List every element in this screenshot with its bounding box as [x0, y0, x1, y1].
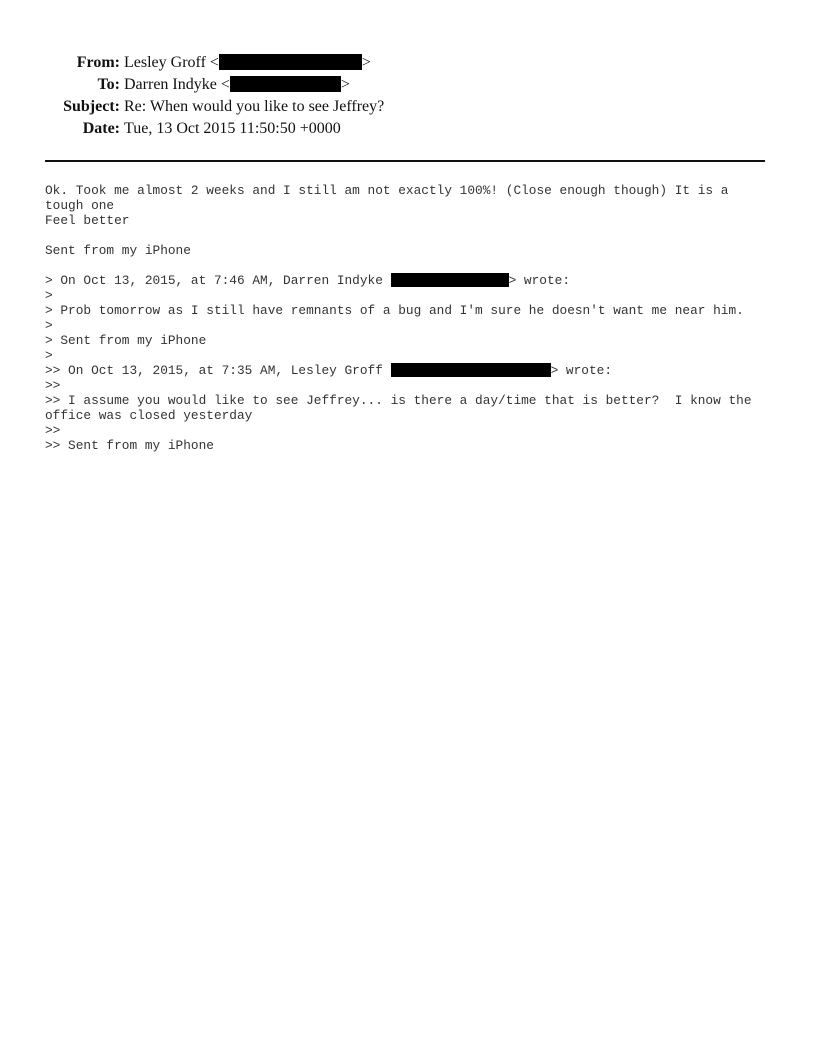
body-line: Ok. Took me almost 2 weeks and I still am not exactly 100%! (Close enough though) It is a tough one: [45, 183, 737, 213]
date-value: Tue, 13 Oct 2015 11:50:50 +0000: [124, 120, 341, 137]
quote-line: >>: [45, 423, 61, 438]
email-body: [45, 183, 770, 453]
quote-line: >> Sent from my iPhone: [45, 438, 214, 453]
quote-line: >: [45, 348, 53, 363]
signature-line: Sent from my iPhone: [45, 243, 191, 258]
blank-line: [45, 258, 770, 273]
quote-header-line: [45, 273, 770, 288]
quote-line: >: [45, 318, 53, 333]
quote-line: >> I assume you would like to see Jeffrey... is there a day/time that is better? I know the office was closed yesterday: [45, 393, 760, 423]
quote-header-prefix: > On Oct 13, 2015, at 7:46 AM, Darren Indyke: [45, 273, 391, 288]
quote-line: > Sent from my iPhone: [45, 333, 207, 348]
quote-header-suffix: > wrote:: [508, 273, 571, 288]
quote-line: >: [45, 288, 53, 303]
from-label: From:: [76, 54, 120, 71]
from-value: [124, 52, 371, 74]
from-close: >: [361, 54, 371, 71]
to-name: Darren Indyke <: [124, 76, 230, 93]
to-label: To:: [97, 76, 120, 93]
redaction-block: [391, 273, 509, 287]
blank-line: [45, 228, 770, 243]
to-close: >: [340, 76, 350, 93]
body-line: Feel better: [45, 213, 130, 228]
quote-header-prefix: >> On Oct 13, 2015, at 7:35 AM, Lesley Groff: [45, 363, 391, 378]
redaction-block: [219, 54, 362, 70]
email-headers: [40, 52, 384, 140]
quote-header-line: [45, 363, 770, 378]
subject-label: Subject:: [63, 98, 120, 115]
redaction-block: [230, 76, 341, 92]
quote-header-suffix: > wrote:: [550, 363, 613, 378]
quote-line: > Prob tomorrow as I still have remnants of a bug and I'm sure he doesn't want me near him.: [45, 303, 744, 318]
subject-value: Re: When would you like to see Jeffrey?: [124, 98, 385, 115]
date-label: Date:: [82, 120, 120, 137]
header-divider: [45, 160, 765, 162]
subject-row: [40, 96, 384, 118]
quote-line: >>: [45, 378, 61, 393]
from-name: Lesley Groff <: [124, 54, 219, 71]
to-value: [124, 74, 350, 96]
to-row: [40, 74, 384, 96]
redaction-block: [391, 363, 551, 377]
date-row: [40, 118, 384, 140]
from-row: [40, 52, 384, 74]
